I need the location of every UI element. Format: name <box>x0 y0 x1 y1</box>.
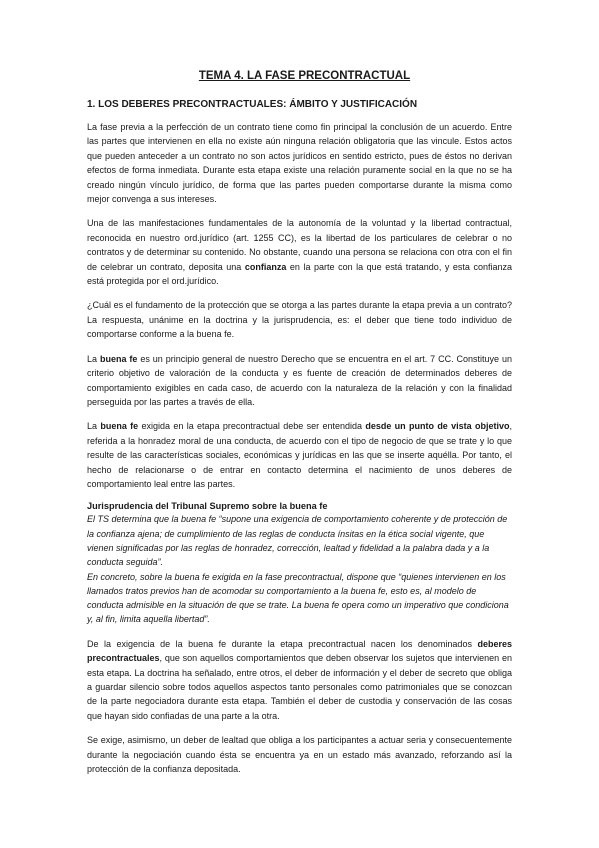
jurisprudence-block <box>87 501 512 626</box>
emphasis-text: confianza <box>244 261 287 272</box>
jurisprudence-quote: En concreto, sobre la buena fe exigida en la fase precontractual, dispone que “quienes intervienen en los llamados tratos previos han de acomodar su comportamiento a la buena fe, esto es, al modelo de conducta admisible en la situación de que se trate. La buena fe opera como un imperativo que condiciona y, al fin, limita aquella libertad”. <box>87 571 509 625</box>
paragraph: La buena fe es un principio general de nuestro Derecho que se encuentra en el art. 7 CC. Constituye un criterio objetivo de valoración de la conducta y es fuente de creación de determinados deberes de comportamiento exigibles en cada caso, de acuerdo con la naturaleza de la relación y con la finalidad perseguida por las partes a través de ella. <box>87 353 512 407</box>
emphasis-text: desde un punto de vista objetivo <box>365 421 510 432</box>
paragraph: La fase previa a la perfección de un contrato tiene como fin principal la conclusión de un acuerdo. Entre las partes que intervienen en ella no existe aún ninguna relación obligatoria que las vincule. Estos actos que pueden anteceder a un contrato no son actos jurídicos en sentido estricto, pues de éstos no derivan efectos de forma inmediata. Durante esta etapa existe una relación puramente social en la que no se ha creado ningún vínculo jurídico, de forma que las partes pueden comportarse durante la misma como mejor convenga a sus intereses. <box>87 122 512 205</box>
emphasis-text: buena fe <box>99 353 138 364</box>
paragraph: La buena fe exigida en la etapa precontractual debe ser entendida desde un punto de vista objetivo, referida a la honradez moral de una conducta, de acuerdo con el tipo de negocio de que se trate y lo que resulte de las características sociales, económicas y jurídicas en las que se inserte aquélla. Por tanto, el hecho de relacionarse o de entrar en contacto determina el nacimiento de unos deberes de comportamiento leal entre las partes. <box>87 421 513 489</box>
paragraphs-before <box>87 120 512 491</box>
paragraph: Una de las manifestaciones fundamentales de la autonomía de la voluntad y la libertad contractual, reconocida en nuestro ord.jurídico (art. 1255 CC), es la libertad de los particulares de celebrar o no contratos y de determinar su contenido. No obstante, cuando una persona se relaciona con otra con el fin de celebrar un contrato, deposita una confianza en la parte con la que está tratando, y esta confianza está protegida por el ord.jurídico. <box>87 218 512 287</box>
paragraph: Se exige, asimismo, un deber de lealtad que obliga a los participantes a actuar seria y consecuentemente durante la negociación cuando ésta se encuentra ya en un estado más avanzado, reforzando así la protección de la confianza depositada. <box>87 735 512 774</box>
page-title: TEMA 4. LA FASE PRECONTRACTUAL <box>198 70 411 82</box>
paragraphs-after <box>87 637 512 777</box>
jurisprudence-quote: El TS determina que la buena fe “supone una exigencia de comportamiento coherente y de protección de la confianza ajena; de cumplimiento de las reglas de conducta ínsitas en la ética social vigente, que vienen significadas por las reglas de honradez, corrección, lealtad y fidelidad a la palabra dada y a la conducta seguida”. <box>87 514 508 568</box>
paragraph: De la exigencia de la buena fe durante la etapa precontractual nacen los denominados deberes precontractuales, que son aquellos comportamientos que deben observar los sujetos que intervienen en esta etapa. La doctrina ha señalado, entre otros, el deber de información y el deber de secreto que obliga a guardar silencio sobre todos aquellos aspectos tanto personales como patrimoniales que se conozcan de la parte negociadora durante esta etapa. También el deber de custodia y conservación de las cosas que hayan sido confiadas de una parte a la otra. <box>87 638 512 721</box>
paragraph: ¿Cuál es el fundamento de la protección que se otorga a las partes durante la etapa previa a un contrato? La respuesta, unánime en la doctrina y la jurisprudencia, es: el deber que tiene todo individuo de comportarse conforme a la buena fe. <box>87 300 512 340</box>
emphasis-text: deberes precontractuales <box>87 638 512 664</box>
section-title: 1. LOS DEBERES PRECONTRACTUALES: ÁMBITO Y JUSTIFICACIÓN <box>87 99 418 110</box>
emphasis-text: buena fe <box>100 421 139 432</box>
jurisprudence-heading: Jurisprudencia del Tribunal Supremo sobre la buena fe <box>87 501 328 512</box>
